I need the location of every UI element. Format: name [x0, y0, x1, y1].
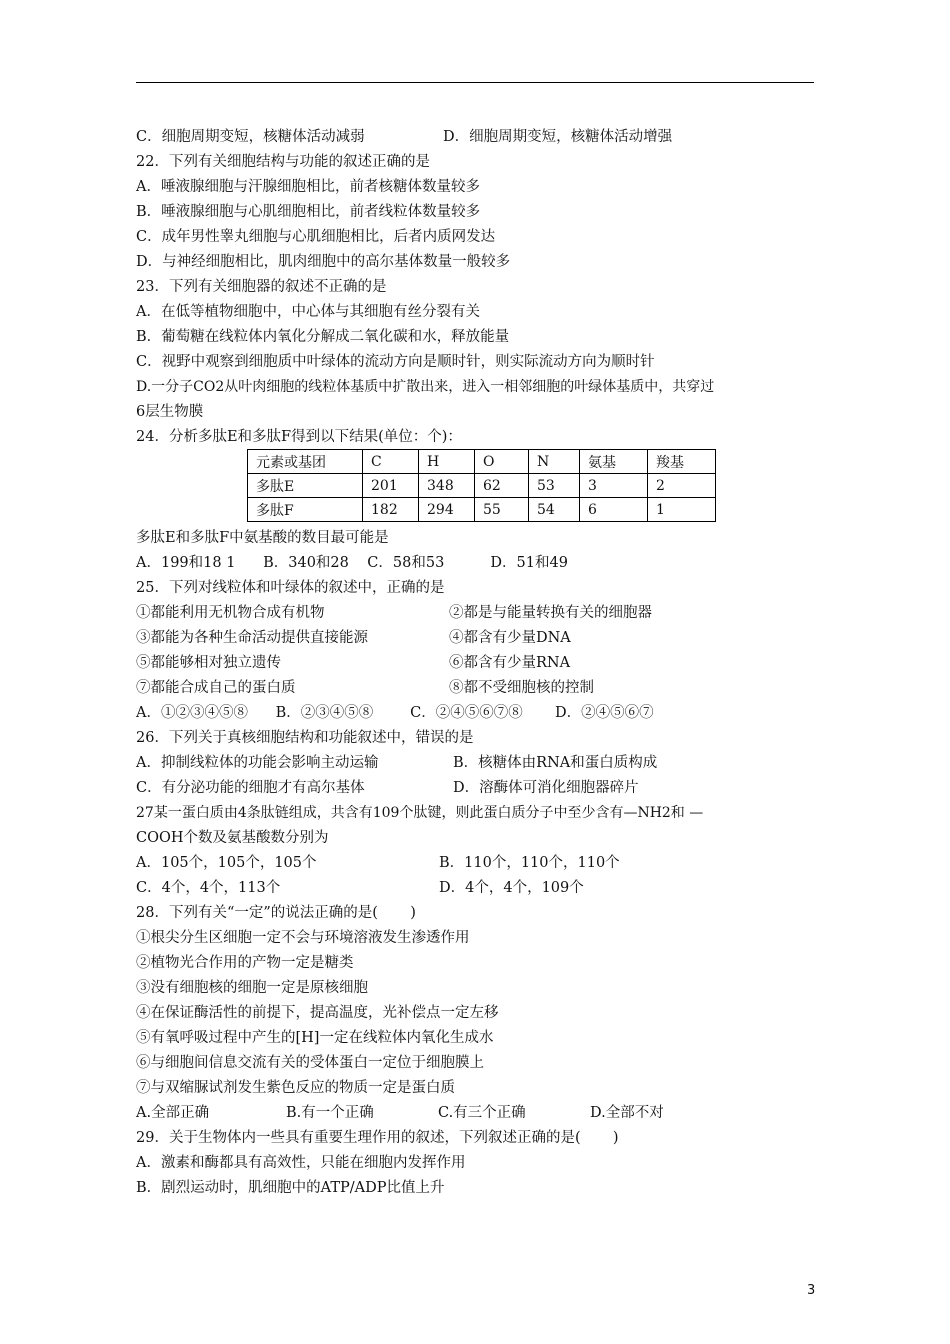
q25-item-6: ⑥都含有少量RNA: [449, 655, 571, 671]
q24-question: 多肽E和多肽F中氨基酸的数目最可能是: [136, 530, 389, 546]
peptide-table: [247, 449, 716, 522]
q25-item-7: ⑦都能合成自己的蛋白质: [136, 680, 296, 696]
table-header-row: [248, 450, 716, 474]
q21-option-c: C．细胞周期变短，核糖体活动减弱: [136, 129, 365, 145]
q28-stem: 28．下列有关“一定”的说法正确的是( ): [136, 905, 416, 921]
q23-option-b: B．葡萄糖在线粒体内氧化分解成二氧化碳和水，释放能量: [136, 329, 510, 345]
q28-item-6: ⑥与细胞间信息交流有关的受体蛋白一定位于细胞膜上: [136, 1055, 484, 1071]
q25-options: A．①②③④⑤⑧ B．②③④⑤⑧ C．②④⑤⑥⑦⑧ D．②④⑤⑥⑦: [136, 705, 654, 721]
table-cell: 6: [580, 498, 648, 522]
q27-option-d: D．4个，4个，109个: [439, 880, 584, 896]
q25-item-5: ⑤都能够相对独立遗传: [136, 655, 281, 671]
table-cell: 348: [419, 474, 475, 498]
q25-item-4: ④都含有少量DNA: [449, 630, 571, 646]
table-cell: 2: [648, 474, 716, 498]
q28-option-a: A.全部正确: [136, 1105, 210, 1121]
q22-option-b: B．唾液腺细胞与心肌细胞相比，前者线粒体数量较多: [136, 204, 481, 220]
page-number: 3: [807, 1283, 816, 1298]
q26-option-c: C．有分泌功能的细胞才有高尔基体: [136, 780, 365, 796]
q28-item-2: ②植物光合作用的产物一定是糖类: [136, 955, 354, 971]
q28-item-5: ⑤有氧呼吸过程中产生的[H]一定在线粒体内氧化生成水: [136, 1030, 494, 1046]
q24-options: A．199和18 1 B．340和28 C．58和53 D．51和49: [136, 555, 568, 571]
table-cell: 多肽E: [248, 474, 363, 498]
table-header-cell: 氨基: [580, 450, 648, 474]
q27-option-b: B．110个，110个，110个: [439, 855, 620, 871]
q26-option-b: B．核糖体由RNA和蛋白质构成: [453, 755, 658, 771]
table-cell: 201: [363, 474, 419, 498]
table-header-cell: N: [529, 450, 580, 474]
table-cell: 多肽F: [248, 498, 363, 522]
table-cell: 3: [580, 474, 648, 498]
table-cell: 55: [475, 498, 529, 522]
q28-option-b: B.有一个正确: [286, 1105, 374, 1121]
q27-option-a: A．105个，105个，105个: [136, 855, 317, 871]
q23-option-c: C．视野中观察到细胞质中叶绿体的流动方向是顺时针，则实际流动方向为顺时针: [136, 354, 655, 370]
table-header-cell: 羧基: [648, 450, 716, 474]
table-cell: 53: [529, 474, 580, 498]
q28-option-d: D.全部不对: [590, 1105, 664, 1121]
q28-item-3: ③没有细胞核的细胞一定是原核细胞: [136, 980, 368, 996]
header-rule: [136, 82, 814, 83]
q28-item-7: ⑦与双缩脲试剂发生紫色反应的物质一定是蛋白质: [136, 1080, 455, 1096]
q28-option-c: C.有三个正确: [438, 1105, 526, 1121]
q29-option-b: B．剧烈运动时，肌细胞中的ATP/ADP比值上升: [136, 1180, 445, 1196]
table-header-cell: 元素或基团: [248, 450, 363, 474]
q27-option-c: C．4个，4个，113个: [136, 880, 281, 896]
q22-option-c: C．成年男性睾丸细胞与心肌细胞相比，后者内质网发达: [136, 229, 496, 245]
table-cell: 1: [648, 498, 716, 522]
q27-stem: 27某一蛋白质由4条肽链组成，共含有109个肽键，则此蛋白质分子中至少含有—NH2和 —: [136, 805, 704, 821]
q21-option-d: D．细胞周期变短，核糖体活动增强: [443, 129, 673, 145]
q24-stem: 24．分析多肽E和多肽F得到以下结果(单位：个)：: [136, 429, 462, 445]
q23-option-d: D.一分子CO2从叶肉细胞的线粒体基质中扩散出来，进入一相邻细胞的叶绿体基质中，共穿过: [136, 379, 715, 395]
q25-item-2: ②都是与能量转换有关的细胞器: [449, 605, 652, 621]
q23-option-d-cont: 6层生物膜: [136, 404, 204, 420]
q23-option-a: A．在低等植物细胞中，中心体与其细胞有丝分裂有关: [136, 304, 480, 320]
table-cell: 182: [363, 498, 419, 522]
table-header-cell: C: [363, 450, 419, 474]
q25-item-3: ③都能为各种生命活动提供直接能源: [136, 630, 368, 646]
q29-option-a: A．激素和酶都具有高效性，只能在细胞内发挥作用: [136, 1155, 466, 1171]
q28-item-1: ①根尖分生区细胞一定不会与环境溶液发生渗透作用: [136, 930, 470, 946]
table-row: [248, 474, 716, 498]
table-header-cell: H: [419, 450, 475, 474]
table-row: [248, 498, 716, 522]
q22-option-d: D．与神经细胞相比，肌肉细胞中的高尔基体数量一般较多: [136, 254, 511, 270]
q22-stem: 22．下列有关细胞结构与功能的叙述正确的是: [136, 154, 430, 170]
table-header-cell: O: [475, 450, 529, 474]
q27-stem-cont: COOH个数及氨基酸数分别为: [136, 830, 329, 846]
q29-stem: 29．关于生物体内一些具有重要生理作用的叙述，下列叙述正确的是( ): [136, 1130, 619, 1146]
q25-item-1: ①都能利用无机物合成有机物: [136, 605, 325, 621]
table-cell: 54: [529, 498, 580, 522]
q26-option-a: A．抑制线粒体的功能会影响主动运输: [136, 755, 379, 771]
table-cell: 294: [419, 498, 475, 522]
q26-option-d: D．溶酶体可消化细胞器碎片: [453, 780, 639, 796]
q23-stem: 23．下列有关细胞器的叙述不正确的是: [136, 279, 387, 295]
q25-stem: 25．下列对线粒体和叶绿体的叙述中，正确的是: [136, 580, 445, 596]
q26-stem: 26．下列关于真核细胞结构和功能叙述中，错误的是: [136, 730, 474, 746]
q22-option-a: A．唾液腺细胞与汗腺细胞相比，前者核糖体数量较多: [136, 179, 480, 195]
table-cell: 62: [475, 474, 529, 498]
q25-item-8: ⑧都不受细胞核的控制: [449, 680, 594, 696]
q28-item-4: ④在保证酶活性的前提下，提高温度，光补偿点一定左移: [136, 1005, 499, 1021]
